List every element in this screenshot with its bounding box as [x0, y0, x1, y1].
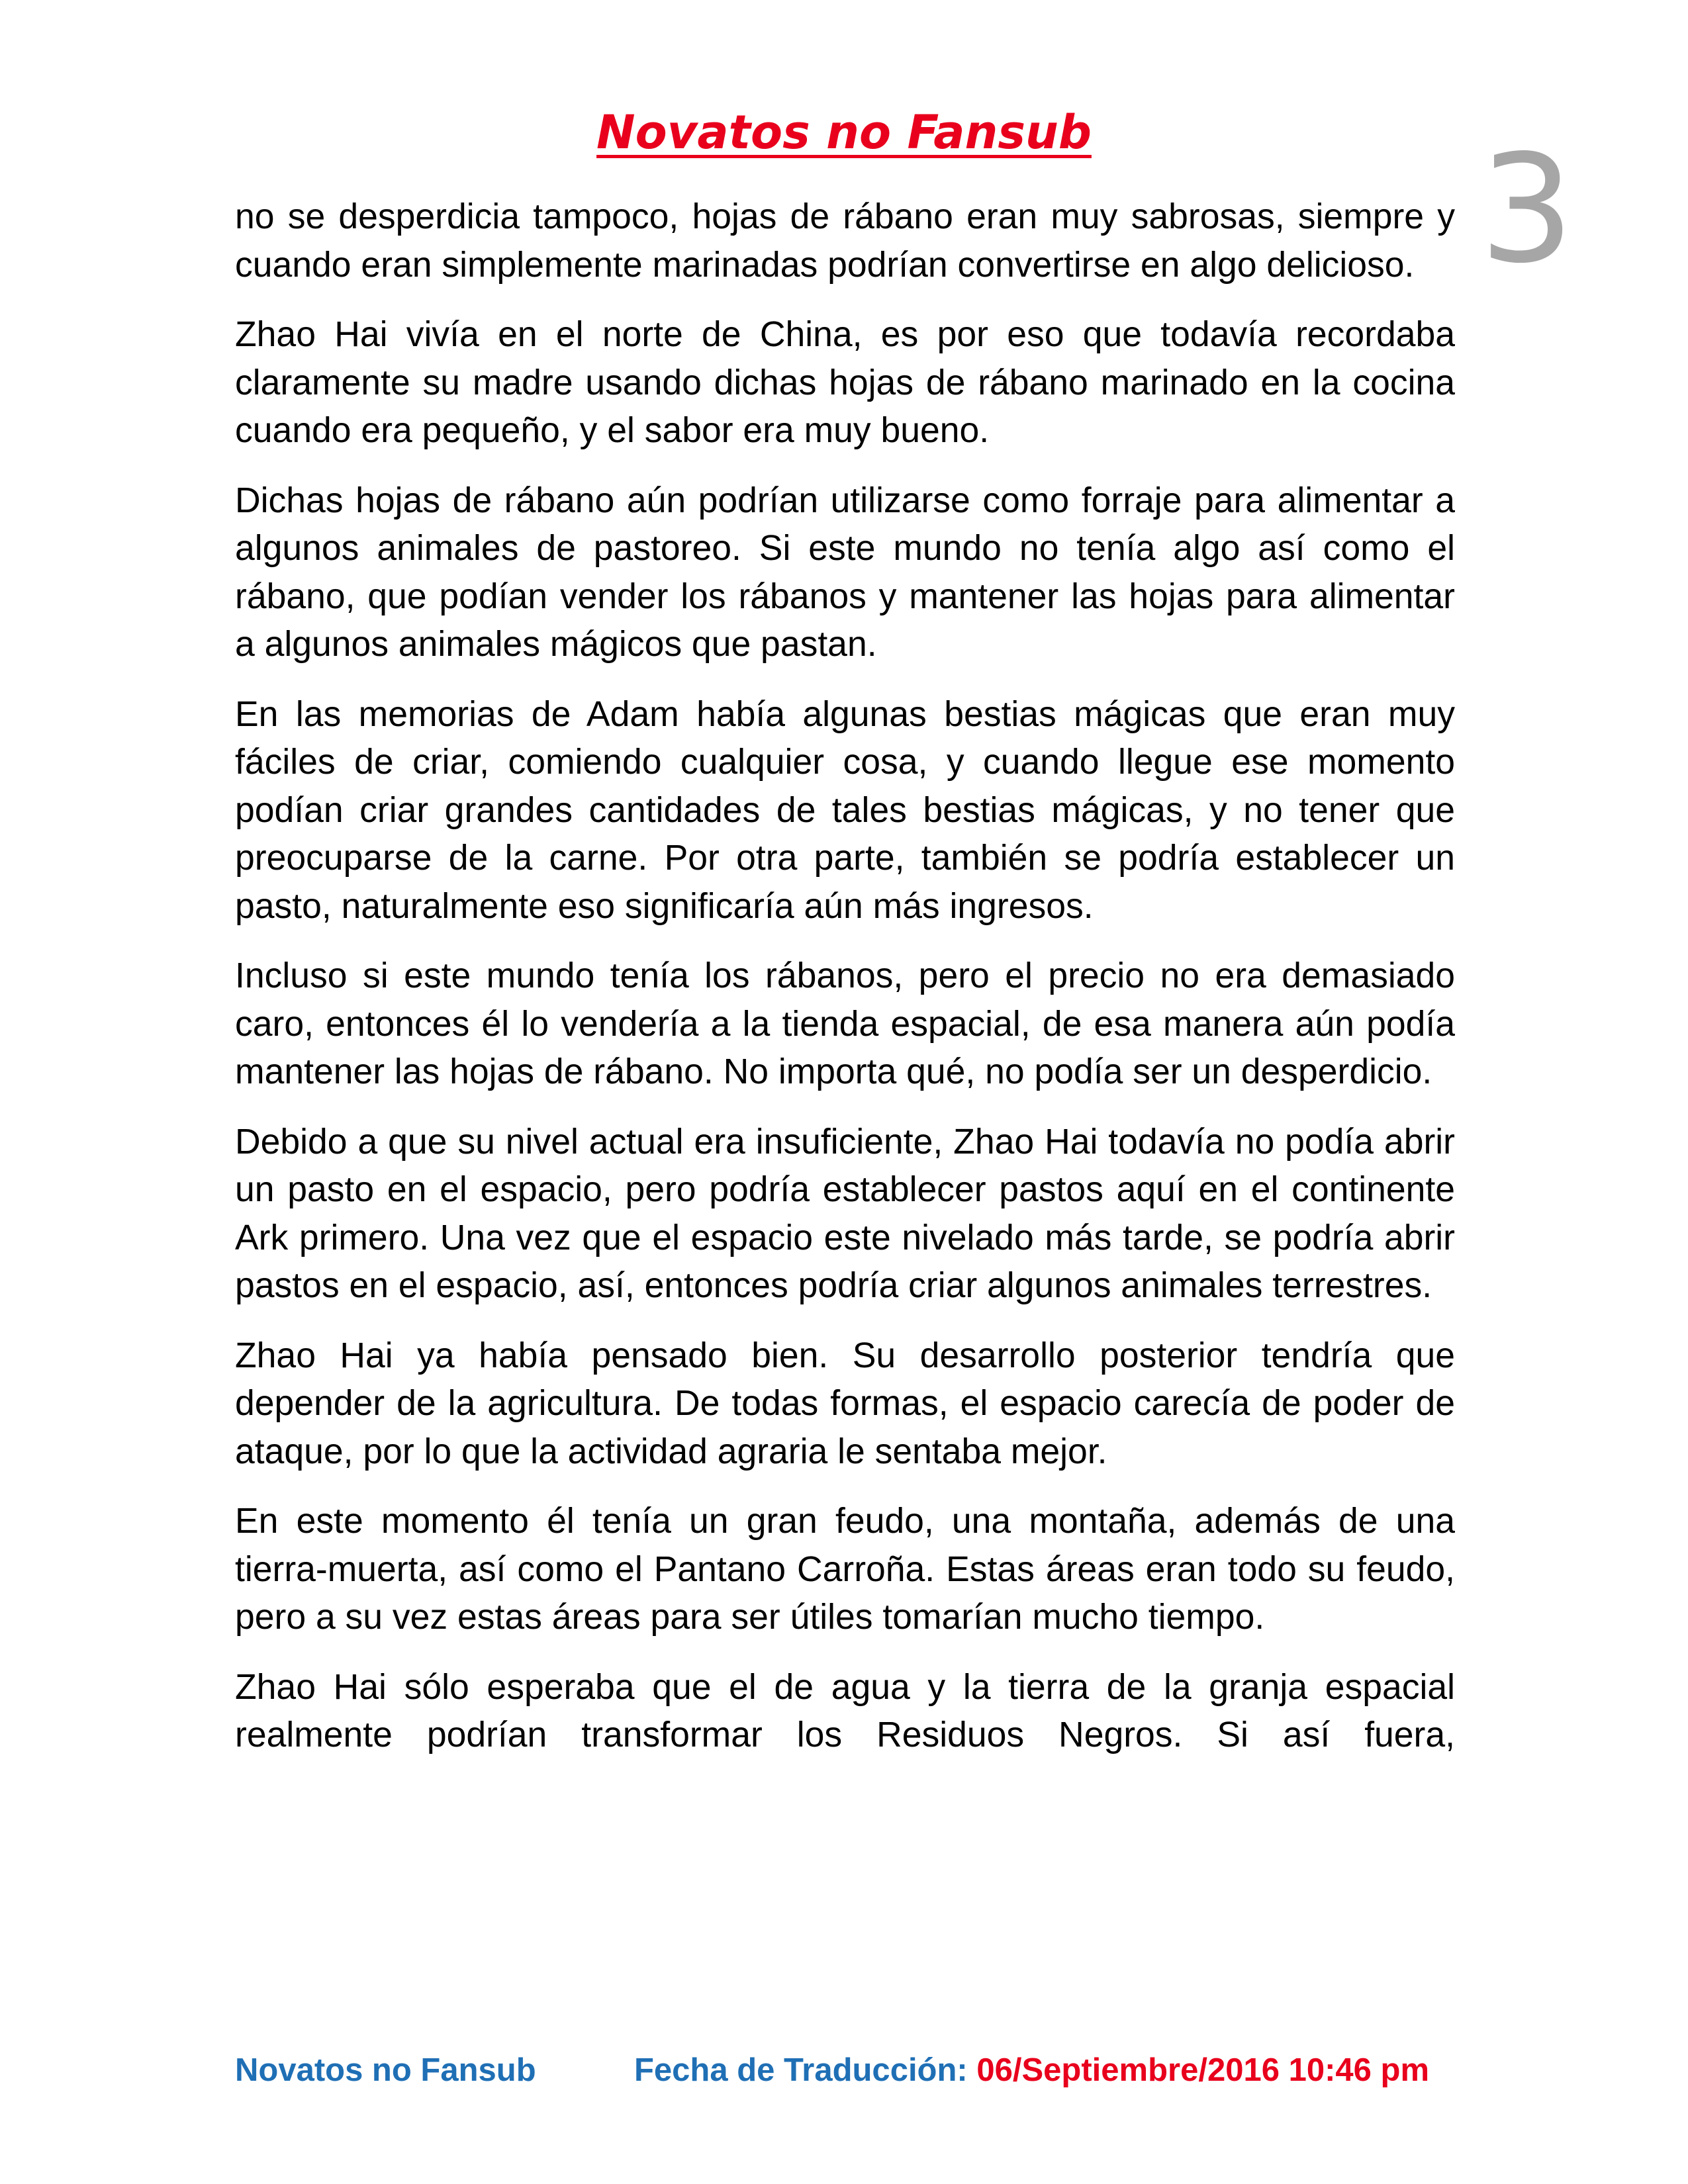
paragraph: Zhao Hai vivía en el norte de China, es por eso que todavía recordaba claramente su madre usando dichas hojas de rábano marinado en la cocina cuando era pequeño, y el sabor era muy bueno. — [235, 315, 1455, 450]
footer-date-value: 06/Septiembre/2016 10:46 pm — [976, 2052, 1430, 2088]
page-number: 3 — [1479, 123, 1575, 296]
footer-site-name: Novatos no Fansub — [235, 2052, 536, 2088]
footer-translation-date — [634, 2050, 1429, 2090]
paragraph: Dichas hojas de rábano aún podrían utilizarse como forraje para alimentar a algunos animales de pastoreo. Si este mundo no tenía algo así como el rábano, que podían vender los rábanos y mantener las hojas para alimentar a algunos animales mágicos que pastan. — [235, 480, 1455, 664]
paragraph: Incluso si este mundo tenía los rábanos, pero el precio no era demasiado caro, entonces él lo vendería a la tienda espacial, de esa manera aún podía mantener las hojas de rábano. No importa qué, no podía ser un desperdicio. — [235, 956, 1455, 1091]
paragraph: En las memorias de Adam había algunas bestias mágicas que eran muy fáciles de criar, comiendo cualquier cosa, y cuando llegue ese momento podían criar grandes cantidades de tales bestias mágicas, y no tener que preocuparse de la carne. Por otra parte, también se podría establecer un pasto, naturalmente eso significaría aún más ingresos. — [235, 694, 1455, 926]
paragraph: Zhao Hai sólo esperaba que el de agua y la tierra de la granja espacial realmente podrían transformar los Residuos Negros. Si así fuera, — [235, 1667, 1455, 1754]
footer-date-label: Fecha de Traducción: — [634, 2052, 968, 2088]
body-text — [235, 193, 1455, 1782]
header-title: Novatos no Fansub — [596, 105, 1092, 159]
footer — [0, 2050, 1688, 2090]
paragraph: no se desperdicia tampoco, hojas de rábano eran muy sabrosas, siempre y cuando eran simplemente marinadas podrían convertirse en algo delicioso. — [235, 197, 1455, 285]
paragraph: En este momento él tenía un gran feudo, una montaña, además de una tierra-muerta, así como el Pantano Carroña. Estas áreas eran todo su feudo, pero a su vez estas áreas para ser útiles tomarían mucho tiempo. — [235, 1502, 1455, 1637]
paragraph: Debido a que su nivel actual era insuficiente, Zhao Hai todavía no podía abrir un pasto en el espacio, pero podría establecer pastos aquí en el continente Ark primero. Una vez que el espacio este nivelado más tarde, se podría abrir pastos en el espacio, así, entonces podría criar algunos animales terrestres. — [235, 1122, 1455, 1305]
paragraph: Zhao Hai ya había pensado bien. Su desarrollo posterior tendría que depender de la agricultura. De todas formas, el espacio carecía de poder de ataque, por lo que la actividad agraria le sentaba mejor. — [235, 1336, 1455, 1471]
